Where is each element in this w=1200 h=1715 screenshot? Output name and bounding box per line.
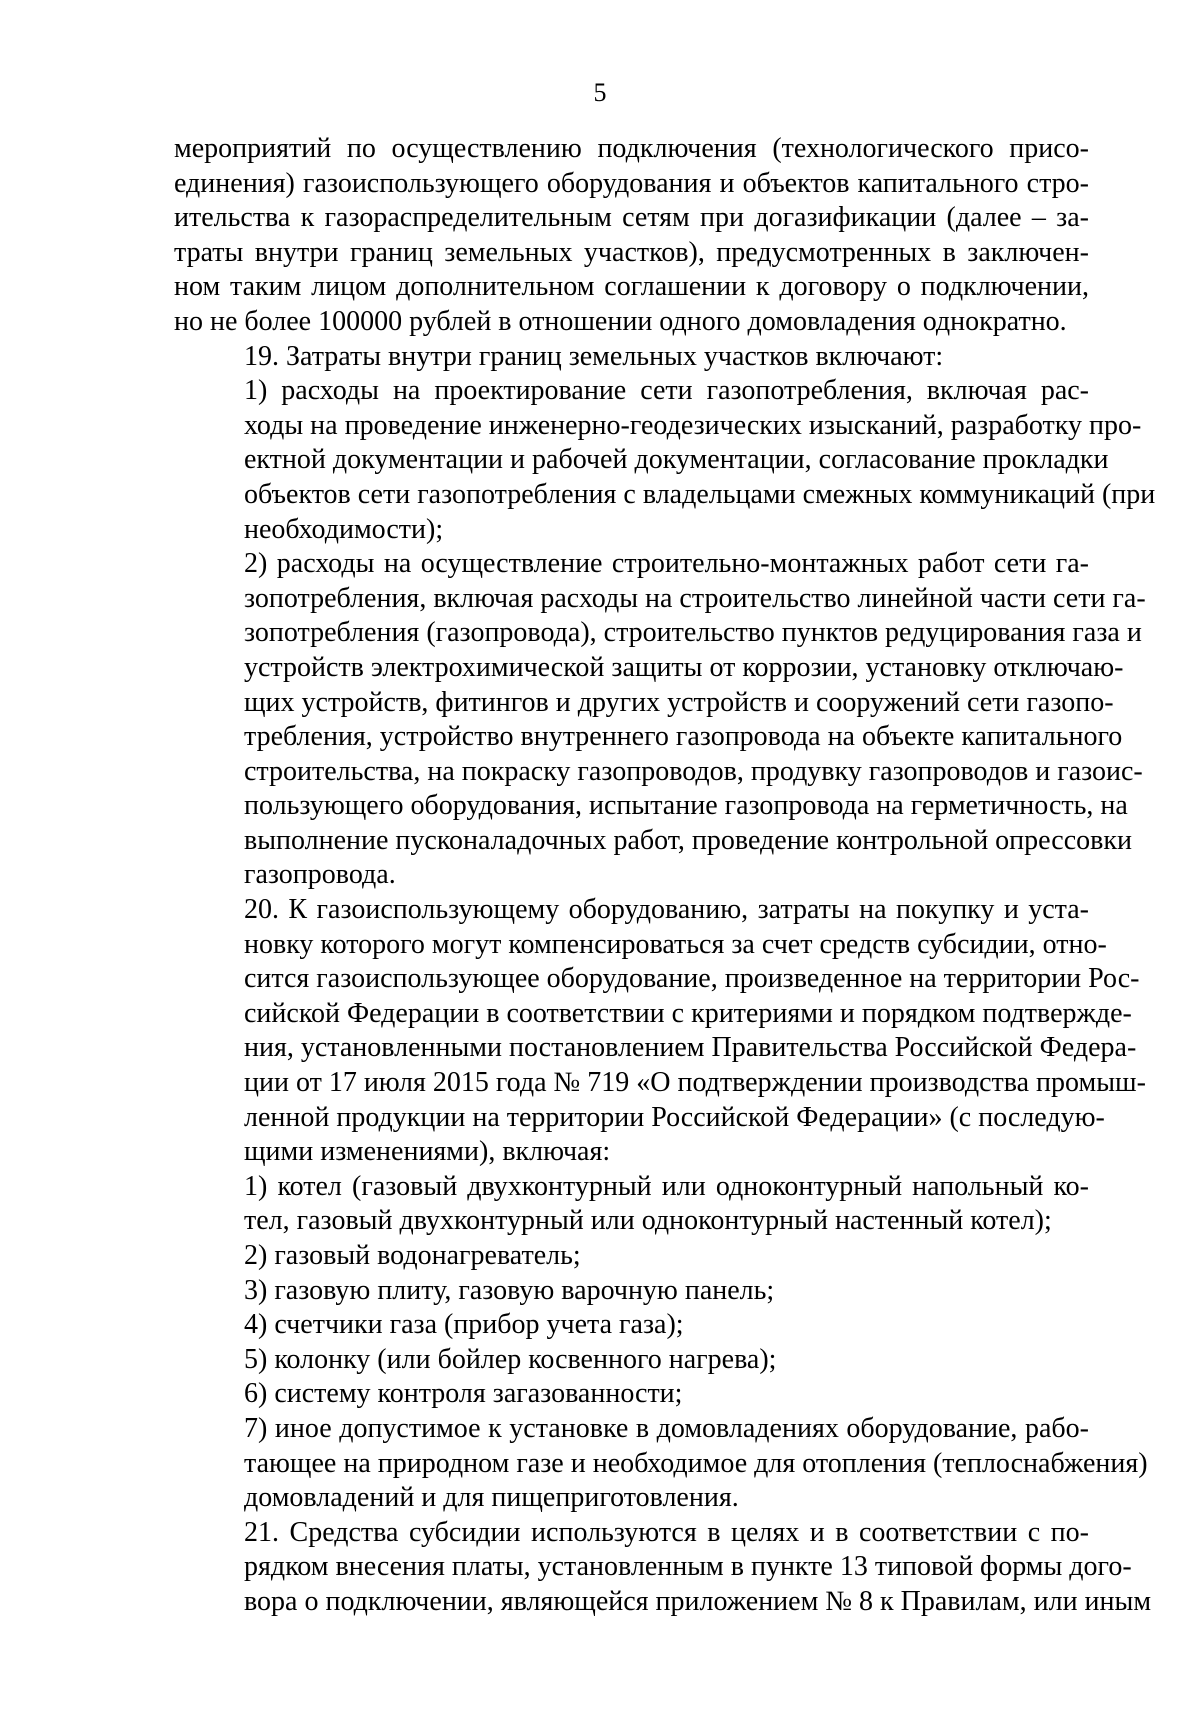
text-line: щих устройств, фитингов и других устройств и сооружений сети газопо- <box>244 686 1114 718</box>
text-line: единения) газоиспользующего оборудования и объектов капитального стро- <box>174 167 1089 199</box>
text-line: ции от 17 июля 2015 года № 719 «О подтверждении производства промыш- <box>244 1067 1146 1099</box>
text-line: сийской Федерации в соответствии с критериями и порядком подтвержде- <box>244 997 1132 1029</box>
text-line: вора о подключении, являющейся приложением № 8 к Правилам, или иным <box>244 1585 1152 1617</box>
text-line: 4) счетчики газа (прибор учета газа); <box>244 1309 684 1341</box>
text-line: 2) расходы на осуществление строительно-монтажных работ сети га- <box>244 548 1089 580</box>
text-line: траты внутри границ земельных участков), предусмотренных в заключен- <box>174 236 1089 268</box>
text-line: ленной продукции на территории Российской Федерации» (с последую- <box>244 1101 1105 1133</box>
text-line: ном таким лицом дополнительном соглашении к договору о подключении, <box>174 271 1089 303</box>
text-line: тающее на природном газе и необходимое для отопления (теплоснабжения) <box>244 1447 1148 1479</box>
paragraph <box>174 1239 1089 1274</box>
text-line: 1) расходы на проектирование сети газопотребления, включая рас- <box>244 375 1089 407</box>
page-number: 5 <box>593 78 607 107</box>
paragraph <box>174 1516 1152 1620</box>
paragraph <box>174 1308 1089 1343</box>
text-line: рядком внесения платы, установленным в пункте 13 типовой формы дого- <box>244 1551 1132 1583</box>
text-line: строительства, на покраску газопроводов, продувку газопроводов и газоис- <box>244 755 1143 787</box>
text-line: 3) газовую плиту, газовую варочную панель; <box>244 1274 775 1306</box>
paragraph <box>174 893 1146 1170</box>
text-line: 19. Затраты внутри границ земельных участков включают: <box>244 340 944 372</box>
text-line: сится газоиспользующее оборудование, произведенное на территории Рос- <box>244 963 1140 995</box>
text-line: ходы на проведение инженерно-геодезических изысканий, разработку про- <box>244 409 1142 441</box>
text-line: тел, газовый двухконтурный или одноконтурный настенный котел); <box>244 1205 1052 1237</box>
text-line: домовладений и для пищеприготовления. <box>244 1482 739 1514</box>
paragraph <box>174 1412 1148 1516</box>
text-line: 6) систему контроля загазованности; <box>244 1378 683 1410</box>
text-line: объектов сети газопотребления с владельцами смежных коммуникаций (при <box>244 478 1156 510</box>
text-line: требления, устройство внутреннего газопровода на объекте капитального <box>244 721 1123 753</box>
paragraph <box>174 547 1146 893</box>
text-line: 20. К газоиспользующему оборудованию, затраты на покупку и уста- <box>244 894 1089 926</box>
text-line: ектной документации и рабочей документации, согласование прокладки <box>244 444 1109 476</box>
text-line: ительства к газораспределительным сетям при догазификации (далее – за- <box>174 202 1089 234</box>
paragraph <box>174 1343 1089 1378</box>
text-line: мероприятий по осуществлению подключения (технологического присо- <box>174 133 1089 164</box>
document-body <box>174 132 1156 1620</box>
text-line: устройств электрохимической защиты от коррозии, установку отключаю- <box>244 651 1124 683</box>
text-line: новку которого могут компенсироваться за счет средств субсидии, отно- <box>244 928 1107 960</box>
text-line: необходимости); <box>244 513 444 545</box>
text-line: зопотребления (газопровода), строительство пунктов редуцирования газа и <box>244 617 1142 649</box>
paragraph <box>174 374 1156 547</box>
paragraph <box>174 1377 1089 1412</box>
text-line: газопровода. <box>244 859 396 891</box>
text-line: но не более 100000 рублей в отношении одного домовладения однократно. <box>174 305 1067 337</box>
text-line: пользующего оборудования, испытание газопровода на герметичность, на <box>244 790 1128 822</box>
text-line: 1) котел (газовый двухконтурный или одноконтурный напольный ко- <box>244 1170 1089 1202</box>
text-line: 2) газовый водонагреватель; <box>244 1240 581 1271</box>
text-line: 21. Средства субсидии используются в целях и в соответствии с по- <box>244 1516 1089 1548</box>
paragraph <box>174 340 1089 375</box>
text-line: 5) колонку (или бойлер косвенного нагрева); <box>244 1343 777 1375</box>
text-line: ния, установленными постановлением Правительства Российской Федера- <box>244 1032 1137 1064</box>
paragraph <box>174 1274 1089 1309</box>
text-line: 7) иное допустимое к установке в домовладениях оборудование, рабо- <box>244 1412 1089 1444</box>
paragraph <box>174 1170 1089 1239</box>
text-line: выполнение пусконаладочных работ, проведение контрольной опрессовки <box>244 824 1132 856</box>
paragraph <box>174 132 1089 340</box>
text-line: щими изменениями), включая: <box>244 1136 611 1168</box>
text-line: зопотребления, включая расходы на строительство линейной части сети га- <box>244 582 1146 614</box>
